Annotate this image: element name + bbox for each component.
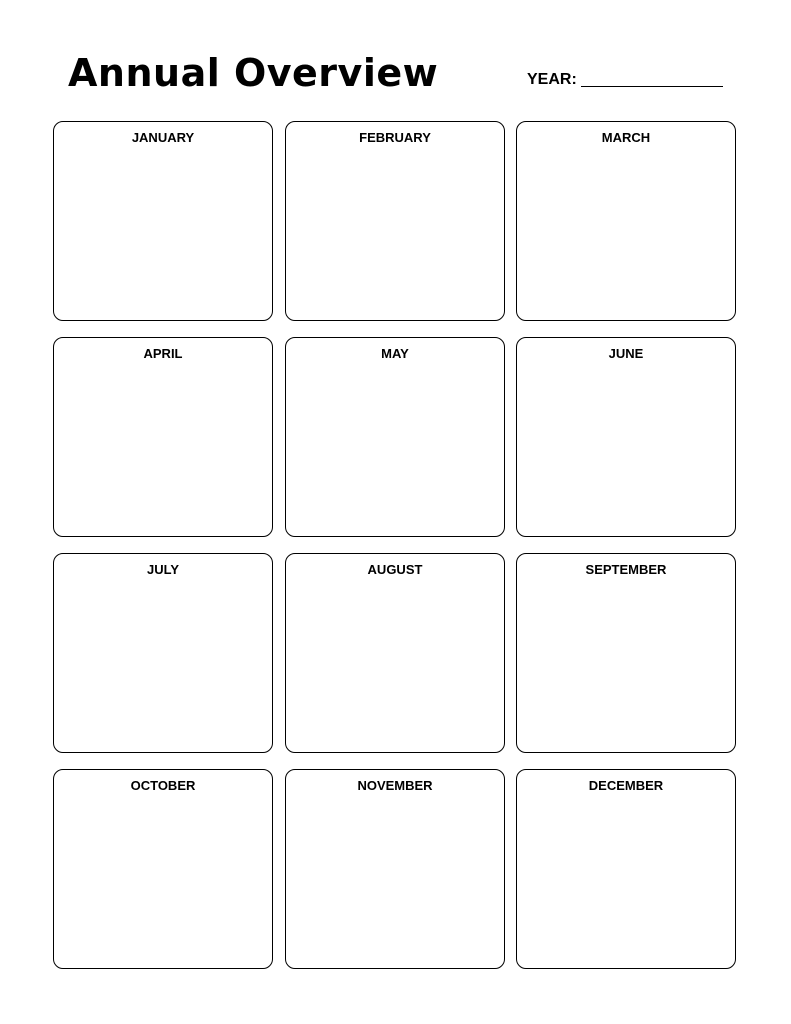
month-label: FEBRUARY: [359, 130, 431, 145]
year-field[interactable]: [527, 66, 723, 90]
month-label: DECEMBER: [588, 778, 664, 793]
month-box-august[interactable]: [285, 553, 505, 753]
month-label: AUGUST: [367, 562, 423, 577]
month-label: OCTOBER: [130, 778, 196, 793]
month-box-march[interactable]: [516, 121, 736, 321]
month-box-july[interactable]: [53, 553, 273, 753]
month-label: NOVEMBER: [357, 778, 433, 793]
month-label: JANUARY: [131, 130, 195, 145]
month-box-may[interactable]: [285, 337, 505, 537]
month-box-november[interactable]: [285, 769, 505, 969]
month-label: APRIL: [143, 346, 183, 361]
month-label: MARCH: [601, 130, 651, 145]
month-box-april[interactable]: [53, 337, 273, 537]
month-box-september[interactable]: [516, 553, 736, 753]
month-box-october[interactable]: [53, 769, 273, 969]
month-box-january[interactable]: [53, 121, 273, 321]
month-box-june[interactable]: [516, 337, 736, 537]
month-label: SEPTEMBER: [585, 562, 667, 577]
year-write-in-line[interactable]: [581, 86, 723, 87]
month-label: MAY: [381, 346, 409, 361]
month-label: JUNE: [608, 346, 644, 361]
month-label: JULY: [146, 562, 180, 577]
month-box-february[interactable]: [285, 121, 505, 321]
year-label: YEAR:: [527, 71, 577, 88]
month-box-december[interactable]: [516, 769, 736, 969]
page-title: Annual Overview: [68, 51, 439, 95]
